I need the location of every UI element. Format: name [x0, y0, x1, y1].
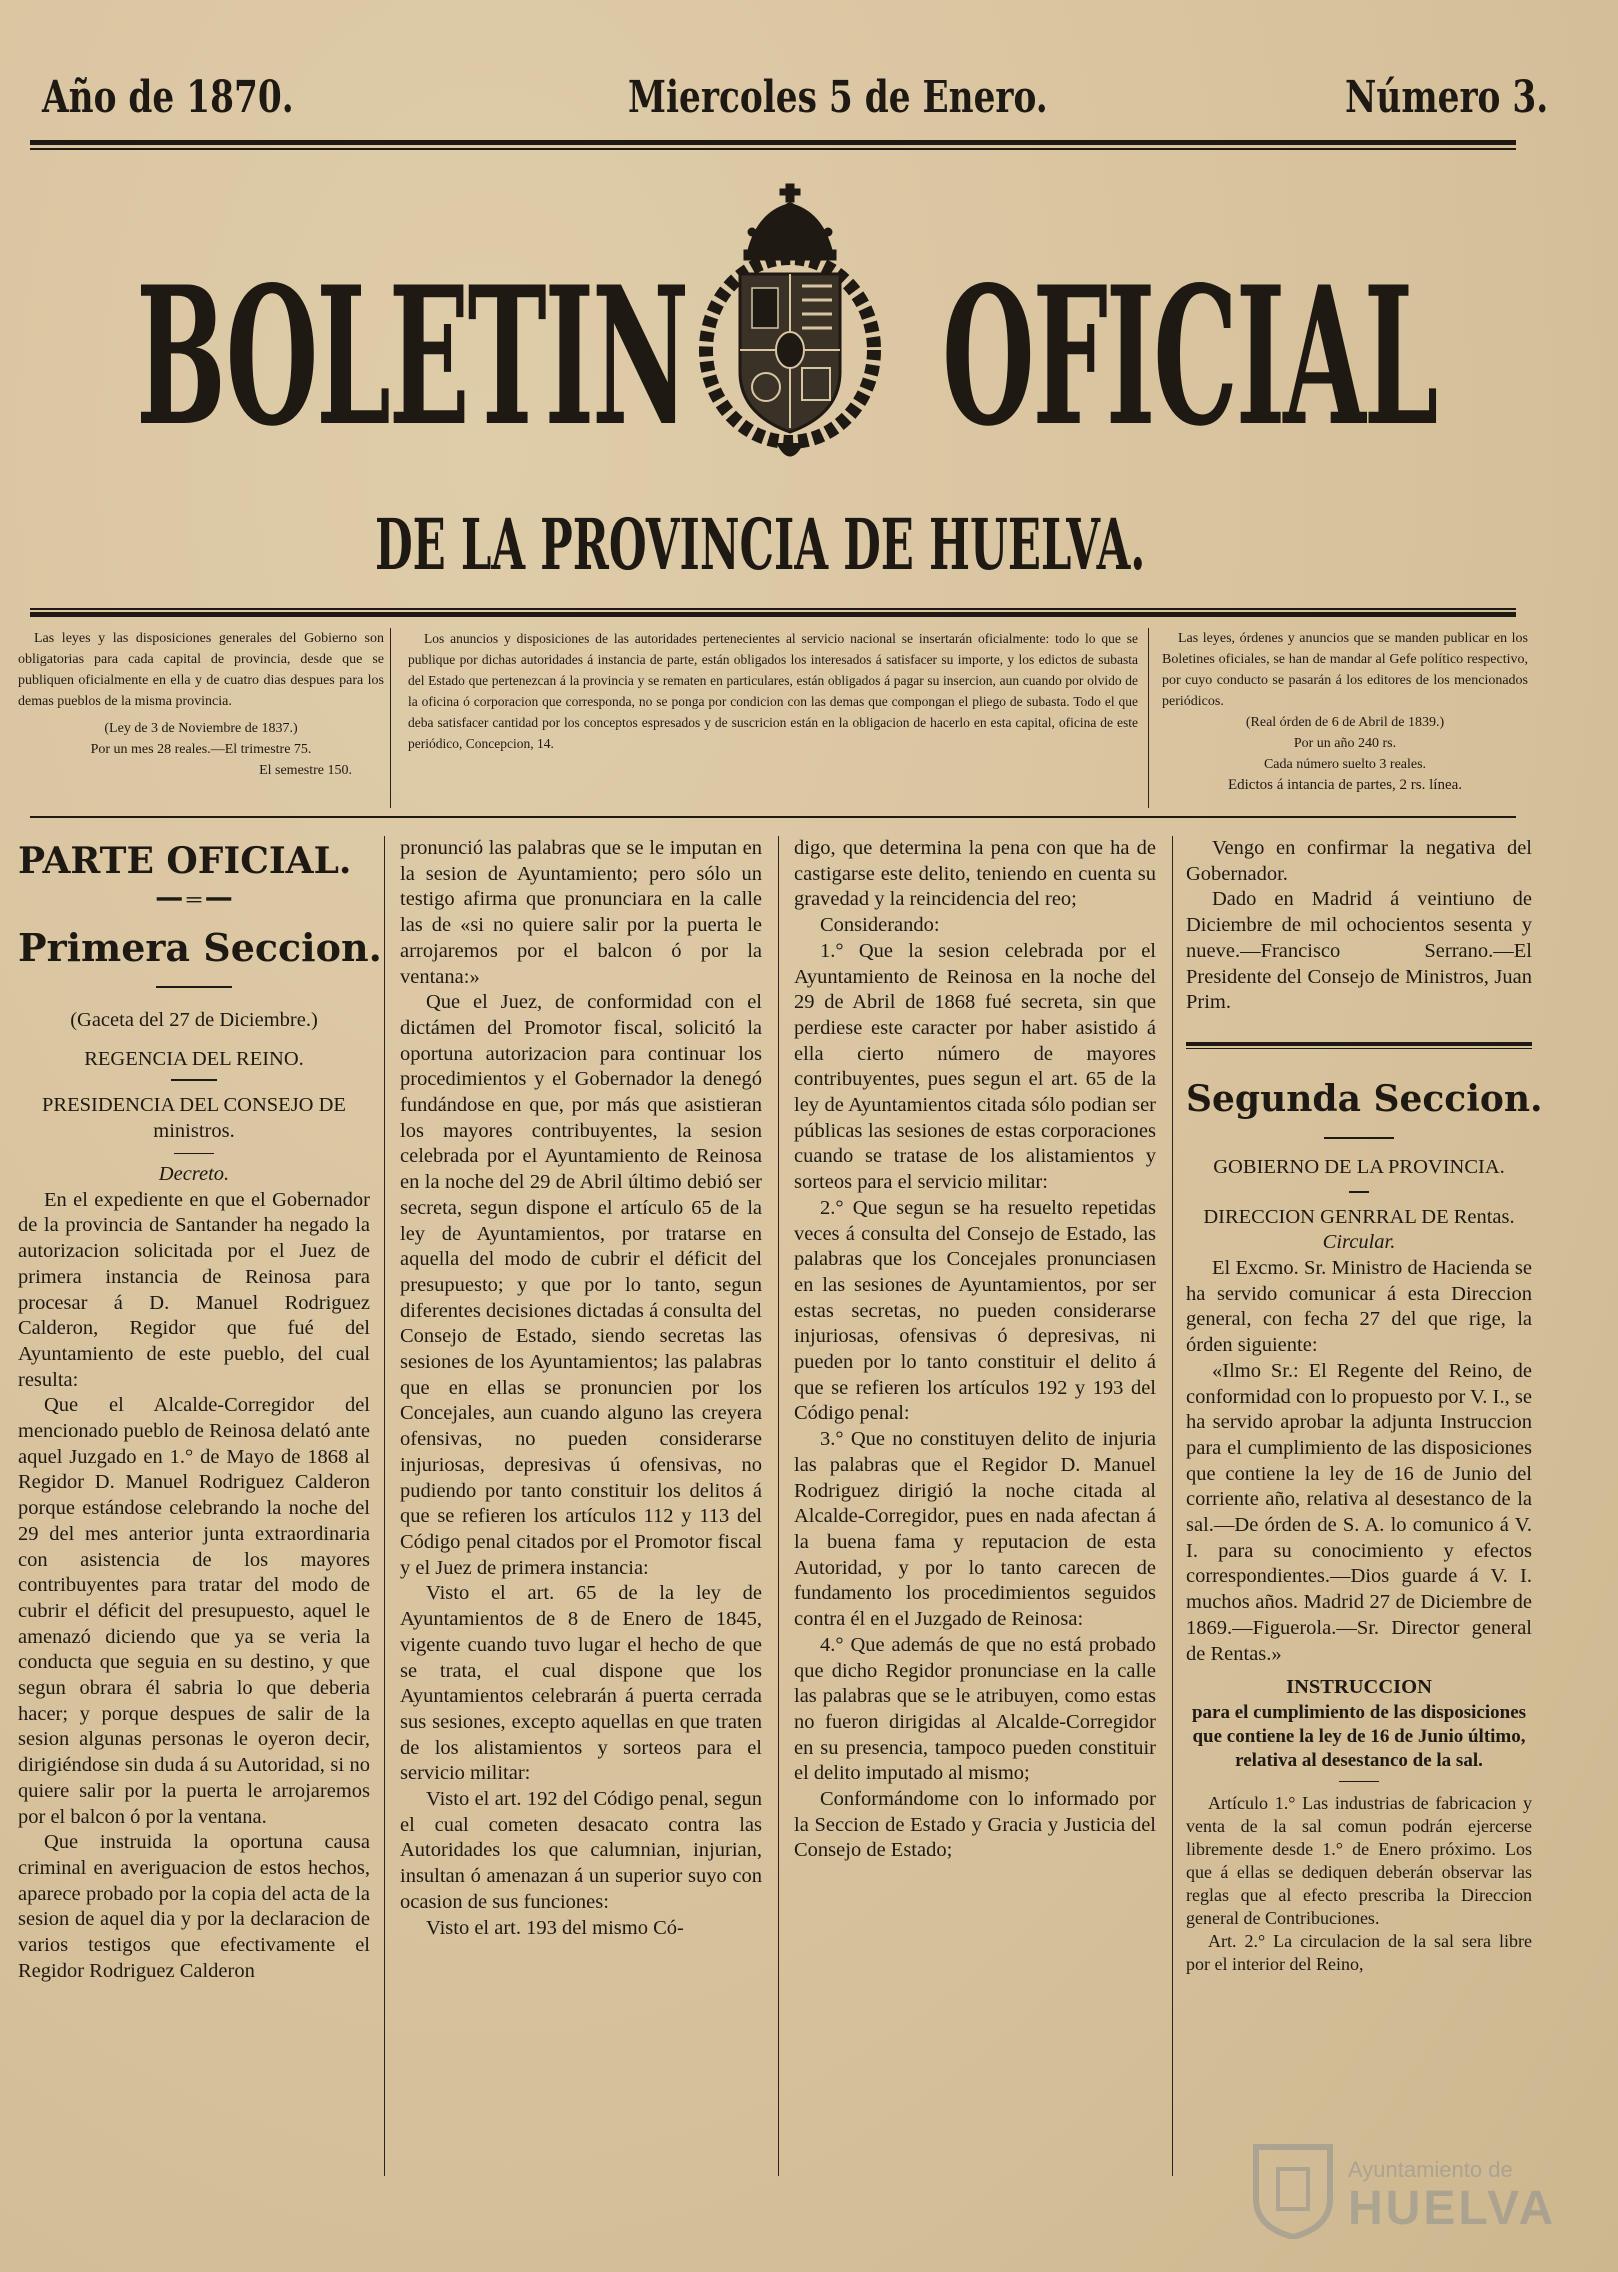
column-1	[18, 836, 382, 1985]
decreto-label: Decreto.	[158, 1163, 230, 1186]
col2-paragraph-4: Visto el art. 192 del Código penal, segun el cual cometen desacato contra las Autoridades los que calumnian, injurian, insultan ó amenazan á un superior suyo con ocasion de sus funciones:	[400, 1788, 762, 1913]
notice-right-price2: Cada número suelto 3 reales.	[1263, 757, 1427, 772]
notice-left-price2: El semestre 150.	[259, 763, 352, 778]
notice-divider-1	[390, 628, 391, 808]
notice-center-text: Los anuncios y disposiciones de las autoridades pertenecientes al servicio nacional se insertarán oficialmente: todo lo que se publique por dichas autoridades á instancia de parte, están obligados los interesados á satisfacer su importe, y los edictos de subasta del Estado que pertenezcan á la provincia y se rematen en particulares, están obligados á pagar su insercion, aun cuando por olvido de la oficina ó corporacion que corresponda, no se ponga por condicion con las demas que compongan el pliego de subasta. Todo el que deba satisfacer cantidad por los conceptos espresados y de suscricion están en la obligacion de hacerlo en esta capital, oficina de este periódico, Concepcion, 14.	[408, 631, 1138, 751]
gobierno-heading: GOBIERNO DE LA PROVINCIA.	[1213, 1156, 1505, 1179]
ayuntamiento-watermark	[1248, 2139, 1557, 2244]
col2-paragraph-5: Visto el art. 193 del mismo Có-	[426, 1916, 684, 1939]
heading-rule	[156, 986, 232, 988]
column-divider-3	[1172, 836, 1173, 2176]
col1-paragraph-2: Que el Alcalde-Corregidor del mencionado pueblo de Reinosa delató ante aquel Juzgado en 1.° de Mayo de 1868 al Regidor D. Manuel Rodriguez Calderon porque estándose celebrando la noche del 29 del mes anterior junta extraordinaria con asistencia de los mayores contribuyentes para tratar del modo de cubrir el déficit del presupuesto, aquel le amenazó diciendo que ya se veria la conducta que seguia en su destino, y que segun obrara él sabria lo que deberia hacer; y porque despues de salir de la sesion algunas personas le oyeron decir, dirigiéndose sin duda á su Autoridad, si no quiere salir por la puerta le arrojaremos por el balcon ó por la ventana.	[18, 1394, 370, 1828]
col3-paragraph-2: Considerando:	[820, 914, 940, 937]
notice-right-order: (Real órden de 6 de Abril de 1839.)	[1245, 715, 1445, 730]
column-divider-2	[778, 836, 779, 2176]
regencia-rule	[171, 1079, 217, 1081]
notices-rule-thick	[30, 612, 1516, 617]
col4-paragraph-5: Artículo 1.° Las industrias de fabricacion y venta de la sal comun podrán ejercerse libremente desde 1.° de Enero próximo. Los que á ellas se dediquen deberán observar las reglas que al efecto prescriba la Direccion general de Contribuciones.	[1186, 1793, 1532, 1929]
seccion-rule-thin	[1186, 1048, 1532, 1050]
subtitle-province: DE LA PROVINCIA DE HUELVA.	[375, 503, 1146, 586]
watermark-line1: Ayuntamiento de	[1348, 2157, 1513, 2182]
presidencia-rule	[174, 1153, 214, 1155]
date-label: Miercoles 5 de Enero.	[628, 72, 1048, 123]
regencia-heading: REGENCIA DEL REINO.	[84, 1048, 304, 1071]
coat-of-arms-icon	[688, 182, 893, 472]
notice-right	[1162, 628, 1528, 796]
direccion-heading: DIRECCION GENRRAL DE Rentas.	[1203, 1205, 1515, 1228]
segunda-rule	[1324, 1137, 1394, 1139]
notice-divider-2	[1148, 628, 1149, 808]
body-rule	[30, 816, 1516, 818]
instruccion-rule	[1339, 1781, 1379, 1783]
column-2	[400, 836, 762, 1941]
parte-oficial-heading: PARTE OFICIAL.	[18, 840, 352, 882]
year-label: Año de 1870.	[42, 72, 294, 123]
col4-paragraph-3: El Excmo. Sr. Ministro de Hacienda se ha servido comunicar á esta Direccion general, con fecha 27 del que rige, la órden siguiente:	[1186, 1257, 1532, 1357]
segunda-seccion-heading: Segunda Seccion.	[1186, 1078, 1543, 1121]
col2-paragraph-1: pronunció las palabras que se le imputan en la sesion de Ayuntamiento; pero sólo un testigo afirma que pronunciara en la calle las de «si no quiere salir por la puerta le arrojaremos por el balcon ó por la ventana:»	[400, 837, 762, 988]
notice-right-text: Las leyes, órdenes y anuncios que se manden publicar en los Boletines oficiales, se han de mandar al Gefe político respectivo, por cuyo conducto se pasarán á los editores de los mencionados periódicos.	[1162, 631, 1528, 709]
col1-paragraph-3: Que instruida la oportuna causa criminal en averiguacion de estos hechos, aparece probado por la copia del acta de la sesion de aquel dia y por la declaracion de varios testigos que efectivamente el Regidor Rodriguez Calderon	[18, 1831, 370, 1982]
col4-paragraph-4: «Ilmo Sr.: El Regente del Reino, de conformidad con lo propuesto por V. I., se ha servido aprobar la adjunta Instruccion para el cumplimiento de las disposiciones que contiene la ley de 16 de Junio del corriente año, relativa al desestanco de la sal.—De órden de S. A. lo comunico á V. I. para su conocimiento y efectos correspondientes.—Dios guarde á V. I. muchos años. Madrid 27 de Diciembre de 1869.—Figuerola.—Sr. Director general de Rentas.»	[1186, 1359, 1532, 1665]
notice-left	[18, 628, 384, 781]
column-4	[1186, 836, 1543, 1976]
issue-number: Número 3.	[1345, 72, 1549, 123]
notice-left-price1: Por un mes 28 reales.—El trimestre 75.	[90, 742, 312, 757]
circular-label: Circular.	[1322, 1231, 1396, 1254]
notice-center	[408, 628, 1138, 754]
seccion-rule-thick	[1186, 1042, 1532, 1046]
col4-paragraph-6: Art. 2.° La circulacion de la sal sera libre por el interior del Reino,	[1186, 1931, 1532, 1975]
shield-icon	[1248, 2139, 1338, 2239]
notice-left-text: Las leyes y las disposiciones generales del Gobierno son obligatorias para cada capital de provincia, desde que se publiquen oficialmente en ella y de cuatro dias despues para los demas pueblos de la misma provincia.	[18, 631, 384, 709]
primera-seccion-heading: Primera Seccion.	[18, 924, 382, 970]
watermark-line2: HUELVA	[1348, 2182, 1557, 2235]
col3-paragraph-1: digo, que determina la pena con que ha de castigarse este delito, teniendo en cuenta su gravedad y la reincidencia del reo;	[794, 837, 1156, 911]
col2-paragraph-2: Que el Juez, de conformidad con el dictámen del Promotor fiscal, solicitó la oportuna autorizacion para continuar los procedimientos y el Gobernador la denegó fundándose en que, por más que asistieran los mayores contribuyentes, la sesion celebrada por el Ayuntamiento de Reinosa en la noche del 29 de Abril último debió ser secreta, segun dispone el artículo 65 de la ley de Ayuntamientos, por tratarse en aquella del modo de cubrir el déficit del presupuesto; y que por lo tanto, segun diferentes decisiones dictadas á consulta del Consejo de Estado, siendo secretas las sesiones de los Ayuntamientos; las palabras que en ellas se pronuncien por los Concejales, aun cuando alguno las creyera ofensivas, no pueden considerarse injuriosas, depresivas ú ofensivas, no pudiendo por tanto constituir los delitos á que se refieren los artículos 112 y 113 del Código penal citados por el Promotor fiscal y el Juez de primera instancia:	[400, 991, 762, 1579]
col1-paragraph-1: En el expediente en que el Gobernador de la provincia de Santander ha negado la autorizacion solicitada por el Juez de primera instancia de Reinosa para procesar á D. Manuel Rodriguez Calderon, Regidor que fué del Ayuntamiento de este pueblo, del cual resulta:	[18, 1188, 370, 1391]
instruccion-heading: INSTRUCCION	[1286, 1676, 1432, 1699]
col3-paragraph-3: 1.° Que la sesion celebrada por el Ayuntamiento de Reinosa en la noche del 29 de Abril de 1868 fué secreta, sin que perdiese este caracter por haber asistido á ella cierto número de mayores contribuyentes, pues segun el art. 65 de la ley de Ayuntamientos citada sólo podian ser públicas las sesiones de estas corporaciones cuando se tratase de los alistamientos y sorteos para el servicio militar:	[794, 939, 1156, 1194]
notices-rule-thin	[30, 608, 1516, 610]
instruccion-subtitle: para el cumplimiento de las disposiciones que contiene la ley de 16 de Junio último, relativa al desestanco de la sal.	[1191, 1701, 1527, 1771]
column-divider-1	[384, 836, 385, 2176]
title-boletin: BOLETIN	[136, 245, 688, 468]
title-oficial: OFICIAL	[942, 245, 1437, 468]
col4-paragraph-2: Dado en Madrid á veintiuno de Diciembre de mil ochocientos sesenta y nueve.—Francisco Serrano.—El Presidente del Consejo de Ministros, Juan Prim.	[1186, 888, 1532, 1014]
col3-paragraph-4: 2.° Que segun se ha resuelto repetidas veces á consulta del Consejo de Estado, las palabras que los Concejales pronunciasen en las sesiones de Ayuntamientos, por ser estas secretas, no pueden considerarse injuriosas, ofensivas ó depresivas, ni pueden por lo tanto constituir el delito á que se refieren los artículos 192 y 193 del Código penal:	[794, 1196, 1156, 1425]
notice-left-law: (Ley de 3 de Noviembre de 1837.)	[104, 721, 298, 736]
notice-right-price3: Edictos á intancia de partes, 2 rs. línea.	[1227, 777, 1463, 793]
col3-paragraph-6: 4.° Que además de que no está probado que dicho Regidor pronunciase en la calle las palabras que se le atribuyen, como estas no fueron dirigidas al Alcalde-Corregidor en su presencia, tampoco pueden constituir el delito imputado al mismo;	[794, 1633, 1156, 1785]
column-3	[794, 836, 1156, 1864]
col2-paragraph-3: Visto el art. 65 de la ley de Ayuntamientos de 8 de Enero de 1845, vigente cuando tuvo lugar el hecho de que se trata, el cual dispone que los Ayuntamientos celebrarán á puerta cerrada sus sesiones, excepto aquellas en que traten de los alistamientos y sorteos para el servicio militar:	[400, 1582, 762, 1785]
col3-paragraph-5: 3.° Que no constituyen delito de injuria las palabras que el Regidor D. Manuel Rodriguez dirigió la noche citada al Alcalde-Corregidor, pues en nada afectan á la buena fama y reputacion de esta Autoridad, y por lo tanto carecen de fundamento los procedimientos seguidos contra él en el Juzgado de Reinosa:	[794, 1428, 1156, 1631]
presidencia-heading: PRESIDENCIA DEL CONSEJO DE ministros.	[42, 1094, 346, 1142]
header-rule-thin	[30, 148, 1516, 150]
gaceta-note: (Gaceta del 27 de Diciembre.)	[70, 1008, 318, 1031]
col3-paragraph-7: Conformándome con lo informado por la Seccion de Estado y Gracia y Justicia del Consejo de Estado;	[794, 1788, 1156, 1862]
col4-paragraph-1: Vengo en confirmar la negativa del Gobernador.	[1186, 837, 1532, 885]
header-rule-thick	[30, 140, 1516, 145]
gobierno-rule	[1349, 1191, 1369, 1193]
instruccion-body	[1186, 1792, 1532, 1976]
notice-right-price1: Por un año 240 rs.	[1293, 736, 1397, 751]
ornament: ━━ ═ ━━	[156, 889, 232, 911]
